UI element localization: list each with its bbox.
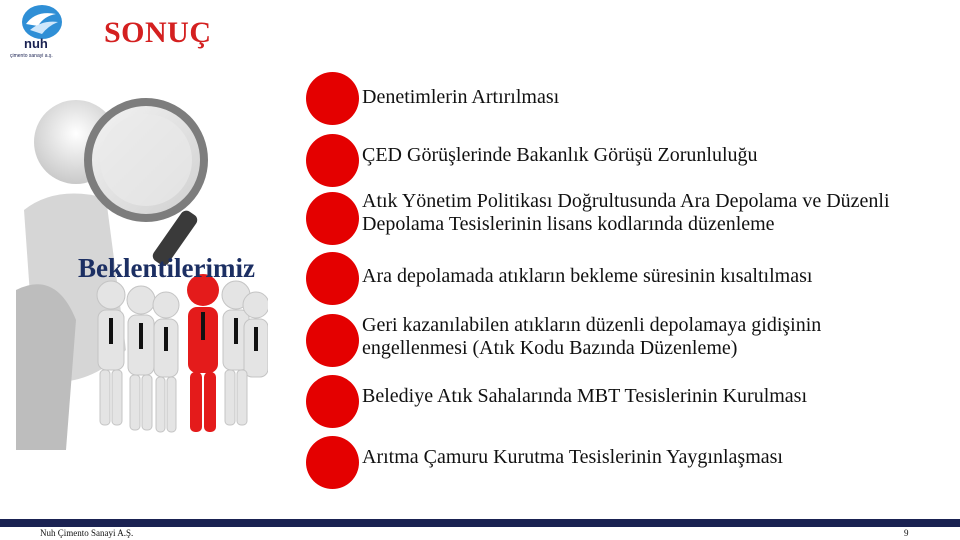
- red-bullet-icon: [306, 134, 359, 187]
- list-item-text: Geri kazanılabilen atıkların düzenli depolamaya gidişinin engellenmesi (Atık Kodu Bazında Düzenleme): [362, 314, 822, 359]
- expectations-label: Beklentilerimiz: [78, 253, 255, 283]
- list-item: [306, 132, 926, 188]
- red-bullet-icon: [306, 72, 359, 125]
- list-item: [306, 190, 926, 246]
- list-item-text: Arıtma Çamuru Kurutma Tesislerinin Yaygınlaşması: [362, 446, 783, 468]
- list-item: [306, 434, 926, 490]
- list-item-text: Atık Yönetim Politikası Doğrultusunda Ara Depolama ve Düzenli Depolama Tesislerinin lisans kodlarında düzenleme: [362, 190, 890, 235]
- footer-company: Nuh Çimento Sanayi A.Ş.: [40, 528, 134, 538]
- list-item-text: Belediye Atık Sahalarında MBT Tesislerinin Kurulması: [362, 385, 808, 407]
- page-title: SONUÇ: [104, 16, 212, 49]
- list-item-text: Denetimlerin Artırılması: [362, 86, 560, 108]
- red-bullet-icon: [306, 375, 359, 428]
- list-item: [306, 250, 926, 306]
- list-item: [306, 312, 926, 368]
- page-number: 9: [904, 528, 909, 538]
- red-bullet-icon: [306, 192, 359, 245]
- company-logo: [4, 2, 84, 58]
- red-bullet-icon: [306, 252, 359, 305]
- list-item-text: Ara depolamada atıkların bekleme süresinin kısaltılması: [362, 265, 813, 287]
- list-item-text: ÇED Görüşlerinde Bakanlık Görüşü Zorunluluğu: [362, 144, 758, 166]
- list-item: [306, 70, 926, 126]
- red-bullet-icon: [306, 314, 359, 367]
- footer-bar: [0, 519, 960, 527]
- red-bullet-icon: [306, 436, 359, 489]
- logo-text: nuh: [24, 36, 48, 51]
- logo-subtext: çimento sanayi a.ş.: [10, 53, 53, 58]
- list-item: [306, 373, 926, 429]
